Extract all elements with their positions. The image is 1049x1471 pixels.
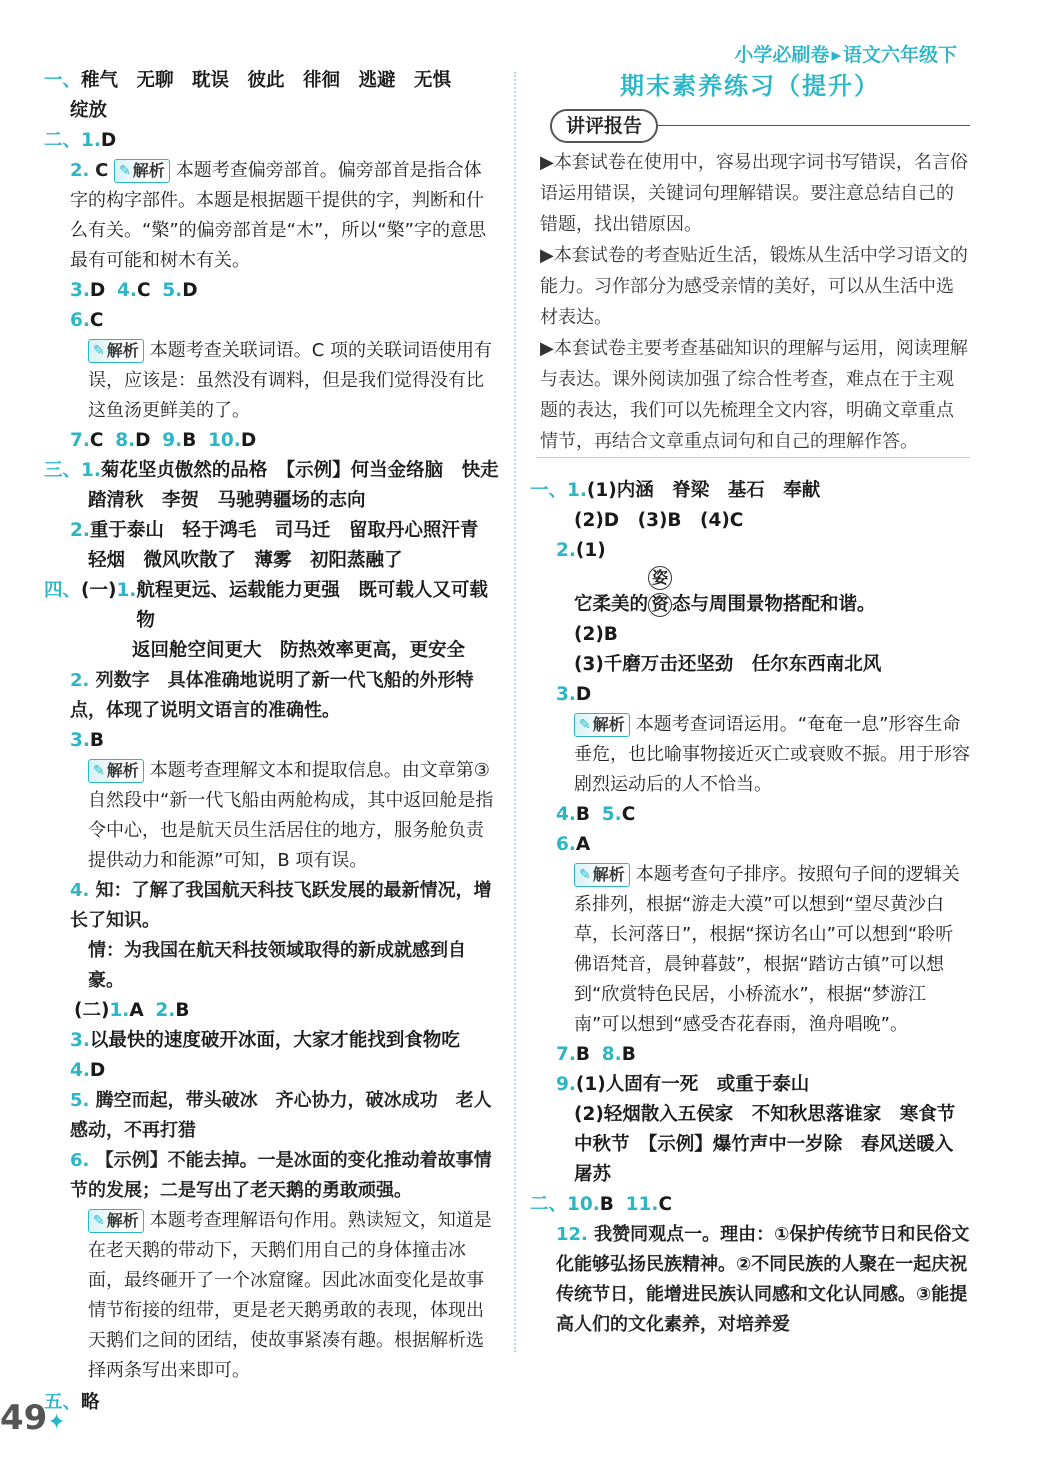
sentence-part: 它柔美的 <box>574 594 649 615</box>
question-number: 2. <box>556 540 576 561</box>
question-number: 6. <box>70 310 90 331</box>
s4-part2-q6-analysis <box>44 1206 499 1386</box>
answer-part: (1) <box>575 540 606 561</box>
answer: A <box>575 834 591 855</box>
corrected-char <box>648 568 672 620</box>
correction-sentence <box>530 568 970 620</box>
s4-q1 <box>44 576 499 636</box>
question-number: 1. <box>109 1000 130 1021</box>
question-number: 2. <box>70 160 90 181</box>
s4-part2-q6 <box>44 1146 499 1206</box>
pen-icon: ✎ <box>579 717 591 733</box>
analysis-text: 本题考查理解文本和提取信息。由文章第③自然段中“新一代飞船由两舱构成，其中返回舱是指令中心，也是航天员生活居住的地方，服务舱负责提供动力和能源”可知，B 项有误。 <box>88 760 494 871</box>
sentence-part: 态与周围景物搭配和谐。 <box>672 594 876 615</box>
analysis-tag-label: 解析 <box>106 341 139 360</box>
s4-q3 <box>44 726 499 756</box>
answer: C <box>658 1194 673 1215</box>
brand-name: 小学必刷卷 <box>734 44 830 66</box>
answer: B <box>575 1044 591 1065</box>
answer-text: 【示例】不能去掉。一是冰面的变化推动着故事情节的发展；二是写出了老天鹅的勇敢顽强。 <box>70 1150 492 1201</box>
question-number: 9. <box>162 430 183 451</box>
section-label: 三、 <box>44 460 82 481</box>
s2-q345 <box>44 276 499 306</box>
s4-q3-analysis <box>44 756 499 876</box>
r-s1-q2 <box>530 536 970 566</box>
s4-part2-q12 <box>44 996 499 1026</box>
analysis-text: 本题考查关联词语。C 项的关联词语使用有误，应该是：虽然没有调料，但是我们觉得没有比这鱼汤更鲜美的了。 <box>88 340 493 421</box>
question-number: 2. <box>70 520 90 541</box>
question-number: 7. <box>70 430 90 451</box>
answer: C <box>95 160 109 181</box>
answer: C <box>89 430 104 451</box>
analysis-tag <box>114 159 170 183</box>
s2-q1 <box>44 126 499 156</box>
s3-q2 <box>44 516 499 546</box>
review-report <box>536 109 970 458</box>
answer-text: 以最快的速度破开冰面，大家才能找到食物吃 <box>89 1030 460 1051</box>
answer-line: 踏清秋 李贺 马驰骋疆场的志向 <box>88 490 366 511</box>
section-label: 一、 <box>44 70 82 91</box>
analysis-tag-label: 解析 <box>106 1211 139 1230</box>
pen-icon: ✎ <box>93 343 105 359</box>
analysis-tag <box>88 1209 144 1233</box>
question-number: 9. <box>556 1074 576 1095</box>
answer: B <box>182 430 197 451</box>
section-1 <box>44 66 499 96</box>
r-s1-q1 <box>530 476 970 506</box>
answer-line: 屠苏 <box>574 1164 612 1185</box>
answer-line: 菊花坚贞傲然的品格 【示例】何当金络脑 快走 <box>100 460 499 481</box>
s2-q2 <box>44 156 499 276</box>
analysis-tag-label: 解析 <box>106 761 139 780</box>
r-s1-q78 <box>530 1040 970 1070</box>
s4-part2-q5 <box>44 1086 499 1146</box>
s3-q1 <box>44 456 499 486</box>
question-number: 7. <box>556 1044 576 1065</box>
s2-q6 <box>44 306 499 336</box>
question-number: 1. <box>81 130 101 151</box>
s4-q2 <box>44 666 499 726</box>
question-number: 1. <box>81 460 101 481</box>
question-number: 2. <box>155 1000 176 1021</box>
report-paragraph: ▶本套试卷的考查贴近生活，锻炼从生活中学习语文的能力。习作部分为感受亲情的美好，可以从生活中选材表达。 <box>540 245 968 328</box>
question-number: 3. <box>556 684 576 705</box>
answer: D <box>89 1060 106 1081</box>
s2-q78910 <box>44 426 499 456</box>
answer-line: 返回舱空间更大 防热效率更高，更安全 <box>132 640 466 661</box>
analysis-text: 本题考查句子排序。按照句子间的逻辑关系排列，根据“游走大漠”可以想到“望尽黄沙白草，长河落日”，根据“探访名山”可以想到“聆听佛语梵音，晨钟暮鼓”，根据“踏访古镇”可以想到“欣赏特色民居，小桥流水”，根据“梦游江南”可以想到“感受杏花春雨，渔舟唱晚”。 <box>574 864 960 1035</box>
question-number: 5. <box>162 280 183 301</box>
section-label: 二、 <box>44 130 82 151</box>
question-number: 1. <box>116 580 137 601</box>
answer: B <box>575 804 591 825</box>
answer-line: 中秋节 【示例】爆竹声中一岁除 春风送暖入 <box>574 1134 954 1155</box>
subsection-label: (一) <box>81 580 117 601</box>
left-column <box>44 66 499 1418</box>
subsection-label: (二) <box>74 1000 110 1021</box>
question-number: 8. <box>601 1044 622 1065</box>
report-heading: 讲评报告 <box>550 109 658 143</box>
question-number: 5. <box>70 1090 90 1111</box>
pen-icon: ✎ <box>93 763 105 779</box>
answer: D <box>135 430 151 451</box>
question-number: 3. <box>70 730 90 751</box>
answer: B <box>621 1044 636 1065</box>
insert-char-circle: 姿 <box>648 566 672 590</box>
answer-line: 航程更远、运载能力更强 既可载人又可载物 <box>136 580 488 631</box>
s4-part2-q4 <box>44 1056 499 1086</box>
answer-part: (3)千磨万击还坚劲 任尔东西南北风 <box>574 654 882 675</box>
question-number: 2. <box>70 670 90 691</box>
answer: B <box>89 730 105 751</box>
answer: D <box>240 430 257 451</box>
question-number: 3. <box>70 1030 90 1051</box>
pen-icon: ✎ <box>119 163 131 179</box>
page-number-text: 49 <box>0 1398 48 1438</box>
answer: C <box>89 310 104 331</box>
answer-line: (1)内涵 脊梁 基石 奉献 <box>586 480 821 501</box>
section-5 <box>44 1388 499 1418</box>
report-paragraph: ▶本套试卷主要考查基础知识的理解与运用，阅读理解与表达。课外阅读加强了综合性考查，难点在于主观题的表达，我们可以先梳理全文内容，明确文章重点情节，再结合文章重点词句和自己的理解作答。 <box>540 338 968 452</box>
report-paragraph: ▶本套试卷在使用中，容易出现字词书写错误，名言俗语运用错误，关键词句理解错误。要注意总结自己的错题，找出错原因。 <box>540 152 968 235</box>
header-arrow: ▸ <box>831 44 841 66</box>
answer-line: 情：为我国在航天科技领域取得的新成就感到自豪。 <box>88 940 466 991</box>
analysis-tag-label: 解析 <box>592 715 625 734</box>
analysis-tag <box>574 713 630 737</box>
question-number: 4. <box>117 280 137 301</box>
page-number <box>0 1398 66 1438</box>
analysis-tag <box>88 339 144 363</box>
r-s2-q1011 <box>530 1190 970 1220</box>
question-number: 4. <box>556 804 576 825</box>
s4-q4 <box>44 876 499 936</box>
section-label: 五、 <box>44 1392 82 1413</box>
answer-line: (2)轻烟散入五侯家 不知秋思落谁家 寒食节 <box>574 1104 956 1125</box>
answer: D <box>89 280 106 301</box>
question-number: 1. <box>567 480 587 501</box>
section-label: 一、 <box>530 480 568 501</box>
section-label: 二、 <box>530 1194 568 1215</box>
analysis-tag-label: 解析 <box>132 161 165 180</box>
answer-line: 轻烟 微风吹散了 薄雾 初阳蒸融了 <box>88 550 403 571</box>
r-s1-q6-analysis <box>530 860 970 1040</box>
answer-text: 腾空而起，带头破冰 齐心协力，破冰成功 老人感动，不再打猎 <box>70 1090 492 1141</box>
subject-label: 语文六年级下 <box>842 44 957 66</box>
question-number: 10. <box>567 1194 600 1215</box>
answer-text: 我赞同观点一。理由：①保护传统节日和民俗文化能够弘扬民族精神。②不同民族的人聚在一起庆祝传统节日，能增进民族认同感和文化认同感。③能提高人们的文化素养，对培养爱 <box>556 1224 970 1335</box>
answer-line: 重于泰山 轻于鸿毛 司马迁 留取丹心照汗青 <box>89 520 479 541</box>
question-number: 5. <box>601 804 622 825</box>
s2-q6-analysis <box>44 336 499 426</box>
answer-line: (1)人固有一死 或重于泰山 <box>575 1074 810 1095</box>
answer-line: (2)D (3)B (4)C <box>574 510 744 531</box>
question-number: 10. <box>208 430 241 451</box>
r-s1-q9 <box>530 1070 970 1100</box>
star-icon: ✦ <box>47 1410 66 1435</box>
pen-icon: ✎ <box>93 1213 105 1229</box>
r-s1-q3 <box>530 680 970 710</box>
question-number: 12. <box>556 1224 588 1245</box>
analysis-tag <box>88 759 144 783</box>
answer: A <box>129 1000 144 1021</box>
answer: C <box>621 804 636 825</box>
question-number: 6. <box>556 834 576 855</box>
analysis-tag-label: 解析 <box>592 865 625 884</box>
answer-part: (2)B <box>574 624 618 645</box>
answer-line: 绽放 <box>70 100 108 121</box>
analysis-text: 本题考查理解语句作用。熟读短文，知道是在老天鹅的带动下，天鹅们用自己的身体撞击冰面，最终砸开了一个冰窟窿。因此冰面变化是故事情节衔接的纽带，更是老天鹅勇敢的表现，体现出天鹅们之间的团结，使故事紧凑有趣。根据解析选择两条写出来即可。 <box>88 1210 492 1381</box>
question-number: 6. <box>70 1150 90 1171</box>
r-s1-q3-analysis <box>530 710 970 800</box>
question-number: 4. <box>70 880 90 901</box>
page-title: 期末素养练习（提升） <box>620 72 880 100</box>
answer: 略 <box>81 1392 100 1413</box>
answer-line: 知：了解了我国航天科技飞跃发展的最新情况，增长了知识。 <box>70 880 492 931</box>
answer: D <box>575 684 592 705</box>
r-s1-q45 <box>530 800 970 830</box>
r-s2-q12 <box>530 1220 970 1340</box>
question-number: 4. <box>70 1060 90 1081</box>
wrong-char-circle: 资 <box>648 593 672 617</box>
analysis-text: 本题考查词语运用。“奄奄一息”形容生命垂危，也比喻事物接近灭亡或衰败不振。用于形容剧烈运动后的人不恰当。 <box>574 714 970 795</box>
column-divider <box>514 72 516 1352</box>
s4-part2-q3 <box>44 1026 499 1056</box>
r-s1-q6 <box>530 830 970 860</box>
question-number: 8. <box>115 430 136 451</box>
section-label: 四、 <box>44 580 82 601</box>
answer: B <box>599 1194 614 1215</box>
answer: D <box>100 130 117 151</box>
answer-text: 列数字 具体准确地说明了新一代飞船的外形特点，体现了说明文语言的准确性。 <box>70 670 474 721</box>
answer: B <box>175 1000 190 1021</box>
right-column <box>530 66 970 1340</box>
answer: C <box>136 280 151 301</box>
answer-line: 稚气 无聊 耽误 彼此 徘徊 逃避 无惧 <box>81 70 452 91</box>
answer: D <box>182 280 198 301</box>
question-number: 11. <box>625 1194 659 1215</box>
page-header <box>734 40 957 67</box>
pen-icon: ✎ <box>579 867 591 883</box>
analysis-text: 本题考查偏旁部首。偏旁部首是指合体字的构字部件。本题是根据题干提供的字，判断和什么有关。“檠”的偏旁部首是“木”，所以“檠”字的意思最有可能和树木有关。 <box>70 160 486 271</box>
analysis-tag <box>574 863 630 887</box>
question-number: 3. <box>70 280 90 301</box>
report-text <box>536 143 970 457</box>
